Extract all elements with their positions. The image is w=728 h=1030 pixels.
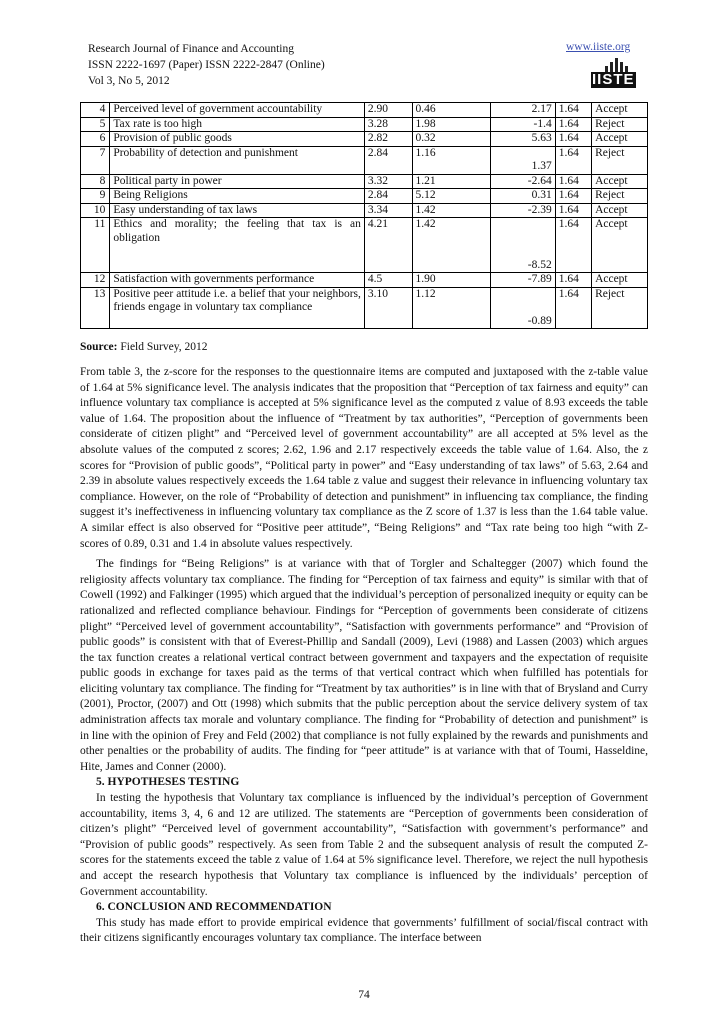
statement-cell: Satisfaction with governments performance — [110, 273, 365, 288]
statement-cell: Positive peer attitude i.e. a belief that your neighbors, friends engage in voluntary tax compliance — [110, 287, 365, 329]
table-value-cell: 1.64 — [555, 103, 591, 118]
source-label: Source: — [80, 341, 118, 353]
heading-hypotheses-testing: 5. HYPOTHESES TESTING — [96, 776, 240, 789]
results-table — [80, 102, 648, 329]
decision-cell: Accept — [592, 132, 648, 147]
sd-cell: 1.42 — [412, 203, 491, 218]
z-score-value: 2.17 — [531, 103, 552, 115]
z-score-cell — [491, 273, 556, 288]
statement-cell: Perceived level of government accountability — [110, 103, 365, 118]
z-score-cell — [491, 203, 556, 218]
decision-cell: Reject — [592, 287, 648, 329]
z-score-value: 0.31 — [531, 189, 552, 201]
z-score-cell — [491, 117, 556, 132]
decision-cell: Reject — [592, 189, 648, 204]
sd-cell: 1.12 — [412, 287, 491, 329]
decision-cell: Accept — [592, 273, 648, 288]
z-score-value: -2.64 — [527, 174, 552, 187]
mean-cell: 3.28 — [364, 117, 412, 132]
mean-cell: 2.82 — [364, 132, 412, 147]
statement-cell: Being Religions — [110, 189, 365, 204]
table-value-cell: 1.64 — [555, 287, 591, 329]
statement-cell: Provision of public goods — [110, 132, 365, 147]
mean-cell: 4.5 — [364, 273, 412, 288]
statement-cell: Probability of detection and punishment — [110, 146, 365, 174]
mean-cell: 2.90 — [364, 103, 412, 118]
z-score-value — [494, 147, 552, 161]
z-score-value: -1.4 — [533, 117, 552, 130]
z-score-value: -8.52 — [527, 258, 552, 271]
paragraph-conclusion: This study has made effort to provide empirical evidence that governments’ fulfillment of social/fiscal contract with their citizens significantly encourages voluntary tax compliance. The interface between — [80, 916, 648, 945]
decision-cell: Accept — [592, 174, 648, 189]
iiste-logo — [591, 58, 639, 90]
table-value-cell: 1.64 — [555, 132, 591, 147]
statement-cell: Ethics and morality; the feeling that tax is an obligation — [110, 218, 365, 273]
table-row — [81, 103, 648, 118]
table-value-cell: 1.64 — [555, 189, 591, 204]
z-score-cell — [491, 174, 556, 189]
sd-cell: 1.42 — [412, 218, 491, 273]
table-row — [81, 273, 648, 288]
mean-cell: 2.84 — [364, 146, 412, 174]
item-number-cell: 5 — [81, 117, 110, 132]
paragraph-findings: The findings for “Being Religions” is at variance with that of Torgler and Schaltegger (2007) which found the religiosity affects voluntary tax compliance. The finding for “Perception of tax fairness and equity” is similar with that of Cowell (1992) and Falkinger (1995) which argued that the individual’s perception of personalized inequity or equity can be rationalized and reflected compliance behaviour. Findings for “Perception of governments been considerate of citizens plight” “Perceived level of government accountability”, “Satisfaction with governments performance” and “Provision of public goods” is consistent with that of Everest-Phillip and Sandall (2009), Levi (1988) and Lassen (2003) which argues the tax function creates a relational vertical contract between government and taxpayers and the expectation of requisite public goods in exchange for taxes paid as the terms of that vertical contract which when fulfilled has potentials for eliciting voluntary tax compliance. The finding for “Treatment by tax authorities” is in line with that of Brysland and Curry (2001), Proctor, (2007) and Ott (1998) which submits that the public perception about the service delivery system of tax administration affects tax morale and voluntary compliance. The finding for “Probability of detection and punishment” is in line with the opinion of Frey and Feld (2002) that compliance is not fully explained by the rewards and punishments and other penalties or the probability of audits. The finding for “peer attitude” is at variance with that of Toumi, Hasseldine, Hite, James and Conner (2000). — [80, 558, 648, 773]
table-row — [81, 117, 648, 132]
body-text — [80, 365, 648, 947]
z-score-cell — [491, 132, 556, 147]
table-row — [81, 174, 648, 189]
item-number-cell: 13 — [81, 287, 110, 329]
mean-cell: 3.34 — [364, 203, 412, 218]
logo-wordmark: IISTE — [592, 71, 635, 88]
sd-cell: 1.90 — [412, 273, 491, 288]
paragraph-hypothesis: In testing the hypothesis that Voluntary tax compliance is influenced by the individual’s perception of Government accountability, items 3, 4, 6 and 12 are utilized. The statements are “Perception of governments been consideration of citizen’s plight” “Perceived level of government accountability”, “Satisfaction with government’s performance” and “Provision of public goods” respectively. As seen from Table 2 and the subsequent analysis of result the computed Z-scores for the statements exceed the table z value of 1.64 at 5% significance level. Therefore, we reject the null hypothesis and accept the research hypothesis that Voluntary tax compliance is influenced by the individuals’ perception of Government accountability. — [80, 792, 648, 898]
mean-cell: 3.10 — [364, 287, 412, 329]
item-number-cell: 11 — [81, 218, 110, 273]
item-number-cell: 9 — [81, 189, 110, 204]
decision-cell: Accept — [592, 218, 648, 273]
decision-cell: Reject — [592, 146, 648, 174]
z-score-value — [494, 245, 552, 259]
table-row — [81, 218, 648, 273]
table-row — [81, 146, 648, 174]
table-row — [81, 132, 648, 147]
z-score-cell — [491, 146, 556, 174]
paragraph-analysis: From table 3, the z-score for the responses to the questionnaire items are computed and juxtaposed with the z-table value of 1.64 at 5% significance level. The analysis indicates that the proposition that “Perception of tax fairness and equity” can influence voluntary tax compliance is accepted at 5% significance level as the computed z value of 8.93 exceeds the table value of 1.64. The proposition about the influence of “Treatment by tax authorities”, “Perception of governments been considerate of citizen plight” and “Perceived level of government accountability” are all accepted at 5% level as the absolute values of the computed z scores; 2.62, 1.96 and 2.17 respectively exceeds the table value of 1.64. Also, the z scores for “Provision of public goods”, “Political party in power” and “Easy understanding of tax laws” of 5.63, 2.64 and 2.39 in absolute values respectively exceeds the 1.64 table z value and suggest their relevance in influencing voluntary tax compliance. However, on the role of “Probability of detection and punishment” in influencing tax compliance, the finding suggest it’s ineffectiveness in influencing voluntary tax compliance as the Z score of 1.37 is less than the 1.64 table value. A similar effect is also observed for “Positive peer attitude”, “Being Religions” and “Tax rate being too high “with Z- scores of 0.89, 0.31 and 1.4 in absolute values respectively. — [80, 366, 648, 550]
z-score-value: -0.89 — [527, 314, 552, 327]
item-number-cell: 6 — [81, 132, 110, 147]
table-value-cell: 1.64 — [555, 117, 591, 132]
item-number-cell: 8 — [81, 174, 110, 189]
item-number-cell: 4 — [81, 103, 110, 118]
z-score-cell — [491, 189, 556, 204]
table-value-cell: 1.64 — [555, 174, 591, 189]
z-score-value: 1.37 — [531, 160, 552, 172]
item-number-cell: 12 — [81, 273, 110, 288]
source-text: Field Survey, 2012 — [117, 341, 208, 353]
item-number-cell: 7 — [81, 146, 110, 174]
item-number-cell: 10 — [81, 203, 110, 218]
sd-cell: 5.12 — [412, 189, 491, 204]
journal-url-link[interactable]: www.iiste.org — [566, 41, 631, 53]
table-source — [80, 341, 207, 353]
mean-cell: 4.21 — [364, 218, 412, 273]
table-row — [81, 203, 648, 218]
table-value-cell: 1.64 — [555, 203, 591, 218]
issn-line: ISSN 2222-1697 (Paper) ISSN 2222-2847 (Online) — [88, 59, 325, 71]
table-value-cell: 1.64 — [555, 146, 591, 174]
z-score-value: 5.63 — [531, 132, 552, 144]
z-score-value — [494, 301, 552, 315]
z-score-value — [494, 232, 552, 246]
mean-cell: 3.32 — [364, 174, 412, 189]
decision-cell: Accept — [592, 103, 648, 118]
table-row — [81, 287, 648, 329]
table-value-cell: 1.64 — [555, 218, 591, 273]
table-value-cell: 1.64 — [555, 273, 591, 288]
sd-cell: 1.98 — [412, 117, 491, 132]
z-score-value: -7.89 — [527, 273, 552, 285]
sd-cell: 1.16 — [412, 146, 491, 174]
volume-line: Vol 3, No 5, 2012 — [88, 75, 170, 87]
z-score-value — [494, 218, 552, 232]
statement-cell: Tax rate is too high — [110, 117, 365, 132]
sd-cell: 0.46 — [412, 103, 491, 118]
heading-conclusion: 6. CONCLUSION AND RECOMMENDATION — [96, 901, 332, 914]
z-score-cell — [491, 287, 556, 329]
statement-cell: Political party in power — [110, 174, 365, 189]
decision-cell: Accept — [592, 203, 648, 218]
journal-title: Research Journal of Finance and Accounting — [88, 43, 294, 55]
z-score-cell — [491, 218, 556, 273]
logo-bars-icon — [605, 58, 639, 72]
statement-cell: Easy understanding of tax laws — [110, 203, 365, 218]
z-score-value: -2.39 — [527, 203, 552, 216]
sd-cell: 1.21 — [412, 174, 491, 189]
table-row — [81, 189, 648, 204]
running-header — [88, 41, 648, 89]
mean-cell: 2.84 — [364, 189, 412, 204]
sd-cell: 0.32 — [412, 132, 491, 147]
page-number: 74 — [358, 989, 370, 1001]
z-score-value — [494, 288, 552, 302]
decision-cell: Reject — [592, 117, 648, 132]
z-score-cell — [491, 103, 556, 118]
